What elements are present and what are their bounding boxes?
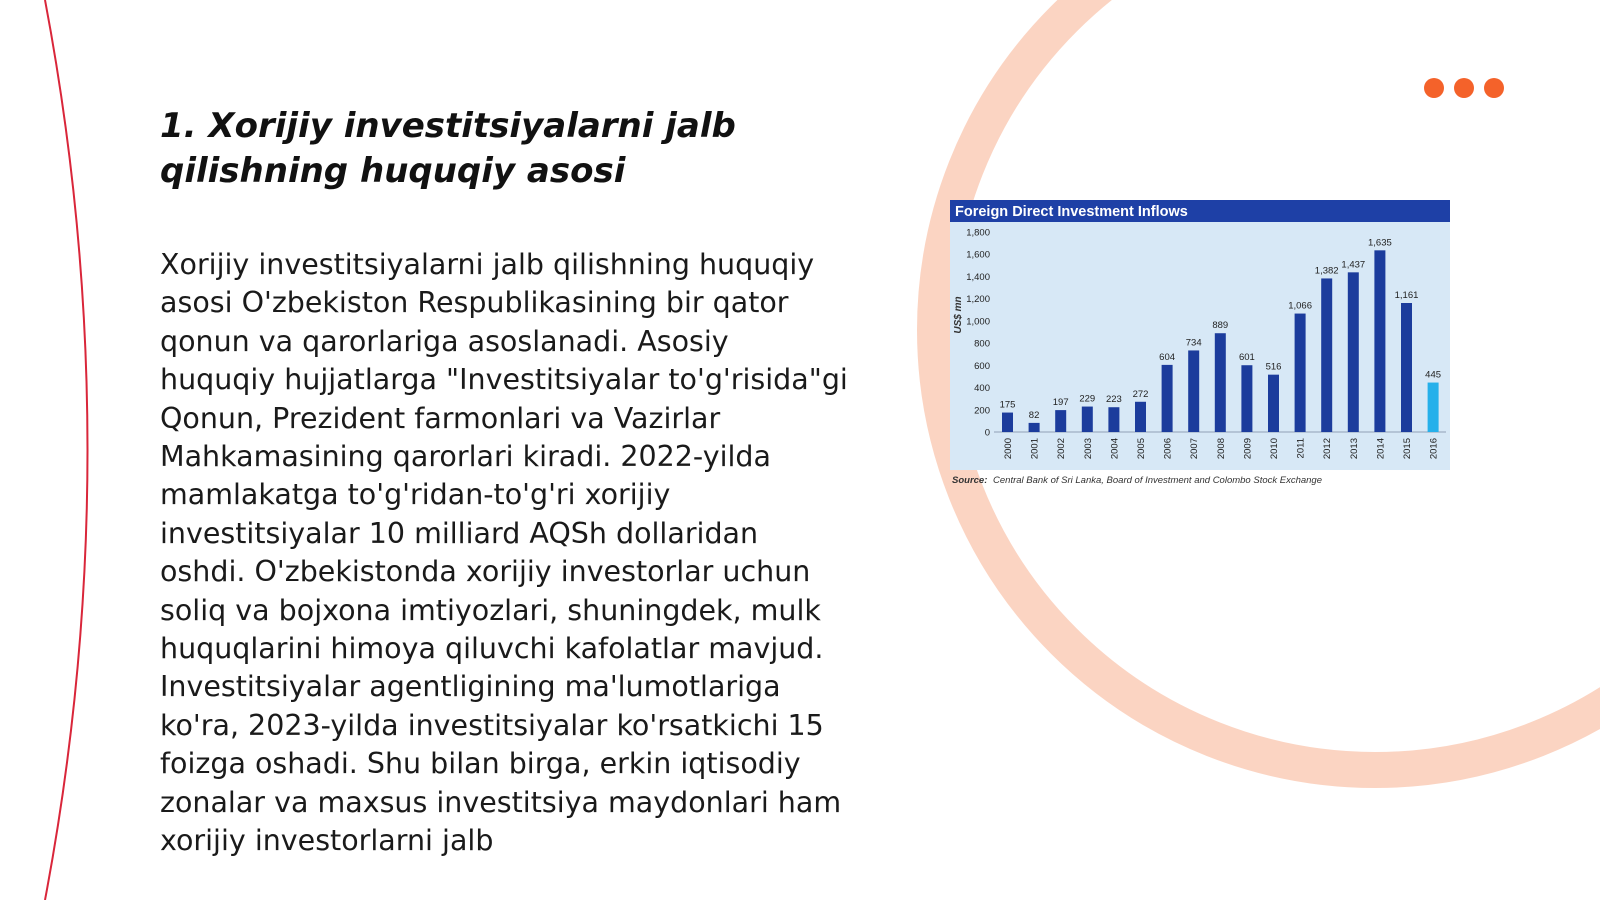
x-tick-label: 2005	[1136, 438, 1147, 460]
bar-value-label: 734	[1185, 337, 1202, 349]
left-edge-curve	[45, 0, 88, 900]
x-tick-label: 2012	[1322, 438, 1334, 460]
bar-value-label: 889	[1212, 320, 1229, 332]
bar	[1428, 383, 1439, 432]
y-tick-label: 0	[984, 427, 990, 439]
bar	[1135, 402, 1146, 432]
menu-dot-icon[interactable]	[1454, 78, 1474, 98]
bar	[1082, 407, 1093, 432]
y-tick-label: 1,400	[966, 271, 990, 283]
bar	[1348, 272, 1359, 432]
bar	[1055, 410, 1066, 432]
y-tick-label: 1,800	[966, 227, 990, 239]
bar-value-label: 197	[1052, 397, 1069, 409]
bar	[1268, 375, 1279, 432]
bar-value-label: 1,161	[1394, 290, 1419, 301]
bar-value-label: 229	[1079, 393, 1096, 405]
bar-value-label: 604	[1159, 351, 1176, 363]
x-tick-label: 2003	[1082, 438, 1094, 460]
x-tick-label: 2000	[1003, 438, 1014, 460]
x-tick-label: 2007	[1189, 438, 1201, 460]
y-tick-label: 200	[974, 405, 990, 417]
more-options-menu[interactable]	[1424, 78, 1504, 98]
bar	[1374, 250, 1385, 432]
y-tick-label: 800	[974, 338, 990, 350]
source-label: Source:	[952, 475, 988, 486]
bar-value-label: 1,382	[1314, 265, 1339, 277]
bar	[1241, 365, 1252, 432]
x-tick-label: 2002	[1056, 438, 1068, 460]
x-tick-label: 2001	[1029, 438, 1041, 460]
y-tick-label: 1,600	[966, 249, 990, 261]
bar	[1108, 407, 1119, 432]
bar	[1401, 303, 1412, 432]
bar	[1162, 365, 1173, 432]
bar	[1029, 423, 1040, 432]
x-tick-label: 2010	[1269, 438, 1280, 460]
y-tick-label: 1,200	[966, 294, 990, 306]
source-text: Central Bank of Sri Lanka, Board of Investment and Colombo Stock Exchange	[993, 475, 1323, 486]
bar	[1215, 333, 1226, 432]
x-tick-label: 2014	[1375, 438, 1387, 460]
bar	[1002, 413, 1013, 432]
x-tick-label: 2006	[1162, 438, 1174, 460]
y-tick-label: 1,000	[966, 316, 990, 328]
y-tick-label: 400	[974, 383, 990, 395]
bar-value-label: 445	[1425, 369, 1442, 381]
bar-value-label: 1,437	[1341, 259, 1366, 271]
bar-value-label: 223	[1105, 394, 1122, 406]
bar-value-label: 82	[1028, 409, 1040, 421]
x-tick-label: 2015	[1402, 438, 1413, 460]
bar	[1295, 314, 1306, 432]
y-axis-label: US$ mn	[953, 296, 964, 334]
x-tick-label: 2016	[1428, 438, 1440, 460]
bar	[1321, 278, 1332, 432]
chart-title: Foreign Direct Investment Inflows	[955, 204, 1188, 220]
fdi-chart-figure	[950, 200, 1450, 492]
bar-value-label: 175	[999, 399, 1016, 411]
fdi-bar-chart	[950, 200, 1450, 492]
chart-source	[952, 475, 1322, 486]
x-tick-label: 2009	[1242, 438, 1254, 460]
x-tick-label: 2008	[1215, 438, 1227, 460]
x-tick-label: 2011	[1295, 438, 1307, 459]
menu-dot-icon[interactable]	[1484, 78, 1504, 98]
x-tick-label: 2004	[1109, 438, 1121, 460]
y-tick-label: 600	[974, 360, 990, 372]
bar-value-label: 272	[1132, 388, 1149, 400]
menu-dot-icon[interactable]	[1424, 78, 1444, 98]
slide-body-text: Xorijiy investitsiyalarni jalb qilishning huquqiy asosi O'zbekiston Respublikasining bir qator qonun va qarorlariga asoslanadi. Asosiy huquqiy hujjatlarga "Investitsiyalar to'g'risida"gi Qonun, Prezident farmonlari va Vazirlar Mahkamasining qarorlari kiradi. 2022-yilda mamlakatga to'g'ridan-to'g'ri xorijiy investitsiyalar 10 milliard AQSh dollaridan oshdi. O'zbekistonda xorijiy investorlar uchun soliq va bojxona imtiyozlari, shuningdek, mulk huquqlarini himoya qiluvchi kafolatlar mavjud. Investitsiyalar agentligining ma'lumotlariga ko'ra, 2023-yilda investitsiyalar ko'rsatkichi 15 foizga oshadi. Shu bilan birga, erkin iqtisodiy zonalar va maxsus investitsiya maydonlari ham xorijiy investorlarni jalb	[160, 248, 848, 858]
bar-value-label: 1,635	[1368, 237, 1392, 249]
slide-title: 1. Xorijiy investitsiyalarni jalb qilishning huquqiy asosi	[160, 106, 736, 191]
bar	[1188, 350, 1199, 432]
x-tick-label: 2013	[1348, 438, 1360, 460]
bar-value-label: 601	[1238, 352, 1255, 364]
bar-value-label: 1,066	[1288, 300, 1312, 312]
bar-value-label: 516	[1265, 361, 1282, 373]
